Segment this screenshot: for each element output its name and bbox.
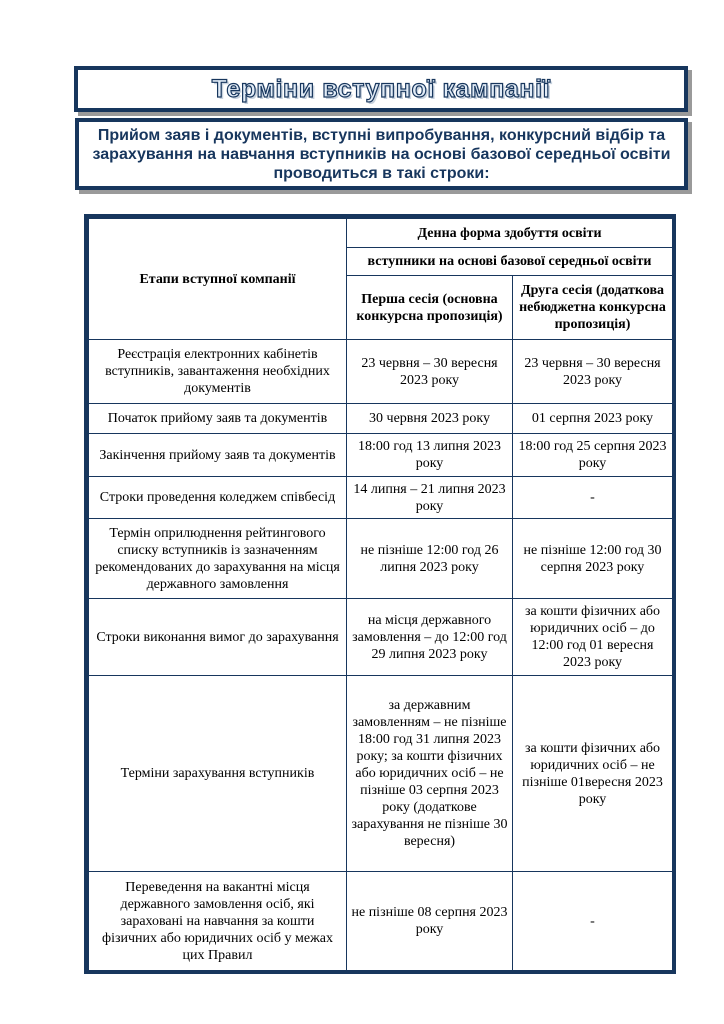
schedule-table xyxy=(88,218,673,971)
applicant-basis-header: вступники на основі базової середньої освіти xyxy=(347,248,673,276)
stage-cell: Терміни зарахування вступників xyxy=(89,676,347,872)
session1-cell: 18:00 год 13 липня 2023 року xyxy=(347,434,513,477)
stage-cell: Термін оприлюднення рейтингового списку вступників із зазначенням рекомендованих до зарахування на місця державного замовлення xyxy=(89,519,347,599)
page-title: Терміни вступної кампанії xyxy=(211,74,551,103)
table-row xyxy=(89,404,673,434)
intro-box xyxy=(75,118,688,190)
session2-cell: 23 червня – 30 вересня 2023 року xyxy=(513,340,673,404)
table-row xyxy=(89,872,673,971)
session1-cell: не пізніше 08 серпня 2023 року xyxy=(347,872,513,971)
stage-cell: Переведення на вакантні місця державного замовлення осіб, які зараховані на навчання за кошти фізичних або юридичних осіб у межах цих Правил xyxy=(89,872,347,971)
session1-cell: 30 червня 2023 року xyxy=(347,404,513,434)
session1-cell: не пізніше 12:00 год 26 липня 2023 року xyxy=(347,519,513,599)
stage-cell: Закінчення прийому заяв та документів xyxy=(89,434,347,477)
stage-cell: Початок прийому заяв та документів xyxy=(89,404,347,434)
table-row xyxy=(89,519,673,599)
page-title-box xyxy=(74,66,688,112)
intro-text: Прийом заяв і документів, вступні випробування, конкурсний відбір та зарахування на навчання вступників на основі базової середньої освіти проводиться в такі строки: xyxy=(92,126,671,182)
schedule-table-frame xyxy=(84,214,676,974)
stage-cell: Строки виконання вимог до зарахування xyxy=(89,599,347,676)
table-row xyxy=(89,477,673,519)
session1-cell: 23 червня – 30 вересня 2023 року xyxy=(347,340,513,404)
session2-cell: - xyxy=(513,872,673,971)
session2-cell: - xyxy=(513,477,673,519)
session1-header: Перша сесія (основна конкурсна пропозиція) xyxy=(347,276,513,340)
session2-cell: за кошти фізичних або юридичних осіб – не пізніше 01вересня 2023 року xyxy=(513,676,673,872)
session2-cell: за кошти фізичних або юридичних осіб – до 12:00 год 01 вересня 2023 року xyxy=(513,599,673,676)
session2-cell: не пізніше 12:00 год 30 серпня 2023 року xyxy=(513,519,673,599)
session2-cell: 01 серпня 2023 року xyxy=(513,404,673,434)
table-row xyxy=(89,340,673,404)
table-row xyxy=(89,434,673,477)
session1-cell: за державним замовленням – не пізніше 18:00 год 31 липня 2023 року; за кошти фізичних або юридичних осіб – не пізніше 03 серпня 2023 року (додаткове зарахування не пізніше 30 вересня) xyxy=(347,676,513,872)
session2-header: Друга сесія (додаткова небюджетна конкурсна пропозиція) xyxy=(513,276,673,340)
table-row xyxy=(89,599,673,676)
education-form-header: Денна форма здобуття освіти xyxy=(347,219,673,248)
stage-column-header: Етапи вступної компанії xyxy=(89,219,347,340)
stage-cell: Реєстрація електронних кабінетів вступників, завантаження необхідних документів xyxy=(89,340,347,404)
stage-cell: Строки проведення коледжем співбесід xyxy=(89,477,347,519)
session2-cell: 18:00 год 25 серпня 2023 року xyxy=(513,434,673,477)
session1-cell: на місця державного замовлення – до 12:00 год 29 липня 2023 року xyxy=(347,599,513,676)
session1-cell: 14 липня – 21 липня 2023 року xyxy=(347,477,513,519)
table-row xyxy=(89,676,673,872)
